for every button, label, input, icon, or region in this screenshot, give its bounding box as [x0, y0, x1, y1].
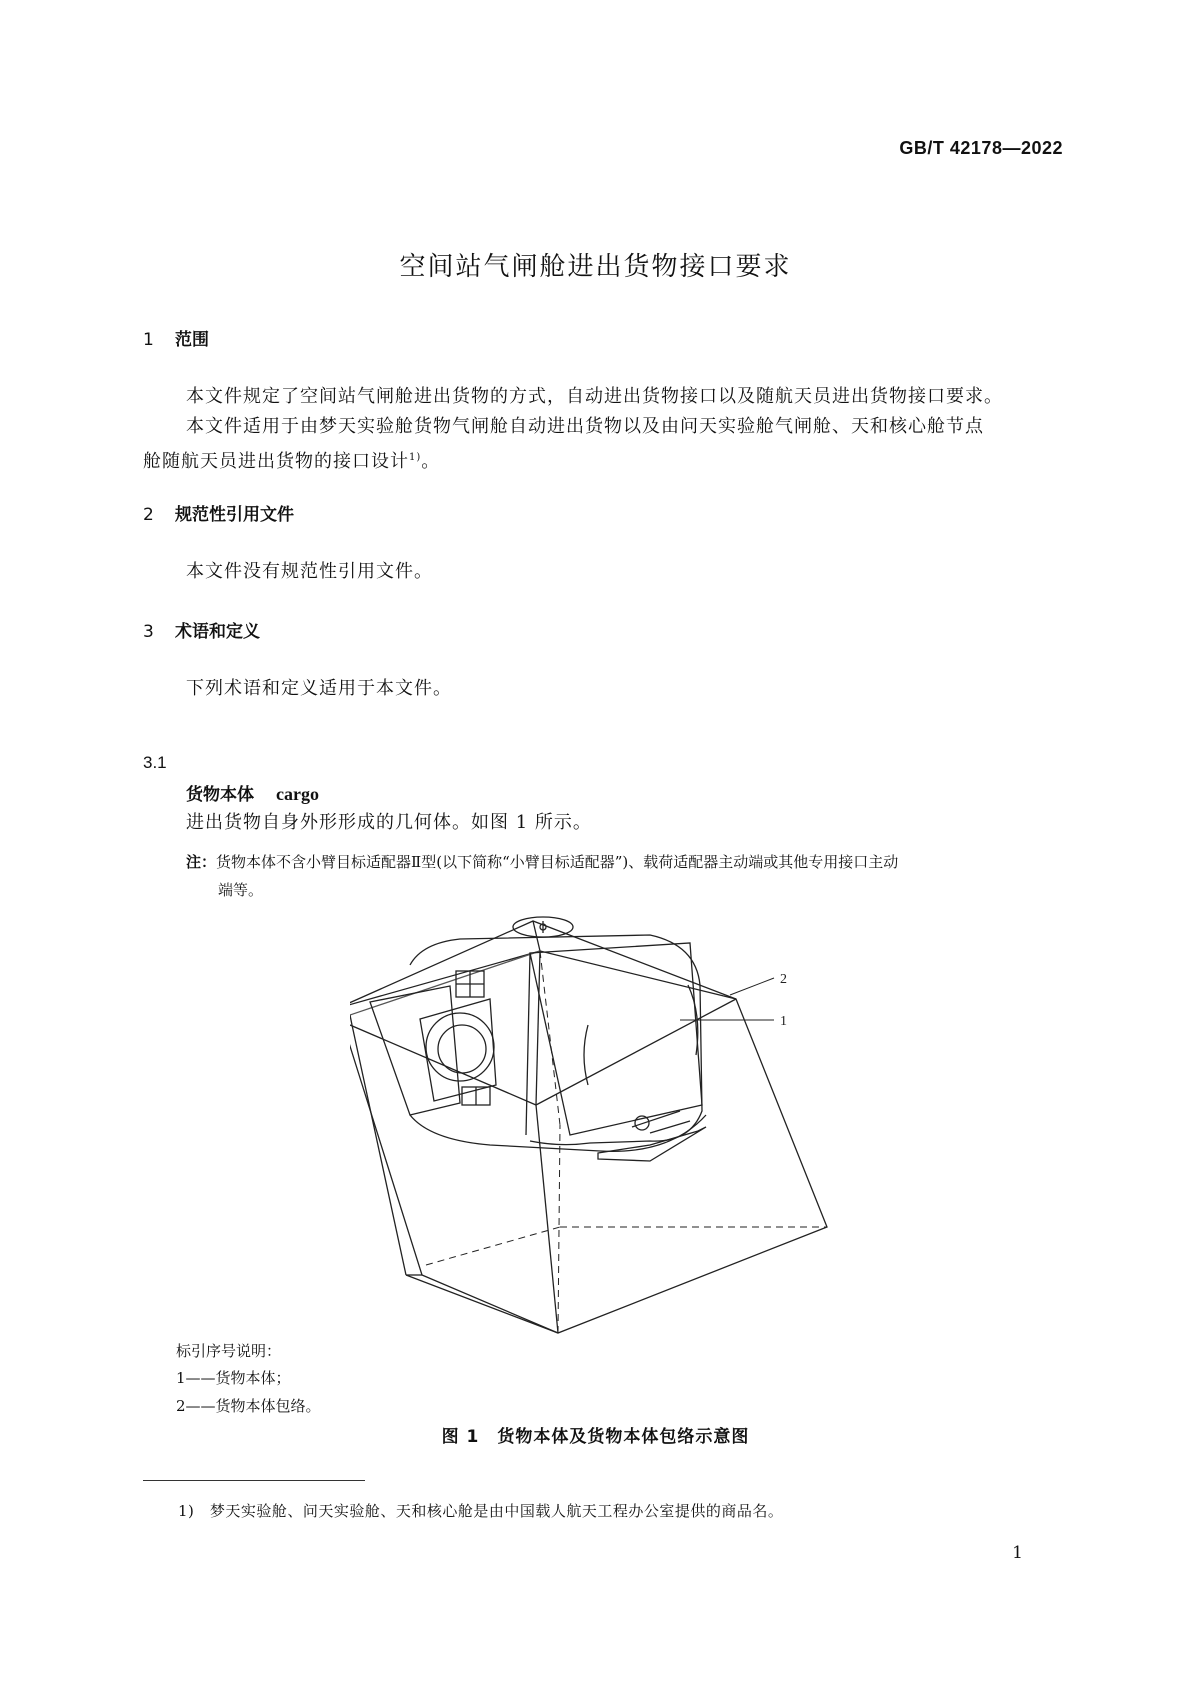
term-entry	[186, 780, 319, 805]
footnote-divider	[143, 1480, 365, 1481]
figure-caption: 图 1 货物本体及货物本体包络示意图	[441, 1427, 750, 1447]
cargo-envelope-outline	[350, 921, 827, 1333]
note-text-line-2: 端等。	[218, 881, 264, 899]
section-3-heading	[143, 617, 260, 642]
legend-item-1: 1——货物本体；	[176, 1369, 291, 1387]
section-number: 2	[143, 505, 154, 525]
section-1-heading	[143, 325, 209, 350]
scope-paragraph-2-line-2	[143, 440, 440, 480]
term-chinese: 货物本体	[186, 785, 254, 805]
term-definition: 进出货物自身外形形成的几何体。如图 1 所示。	[186, 812, 592, 833]
footnote-ref: 1)	[409, 452, 422, 463]
terms-intro: 下列术语和定义适用于本文件。	[186, 678, 452, 699]
section-2-heading	[143, 500, 294, 525]
term-note	[186, 848, 1066, 904]
section-title: 术语和定义	[175, 622, 260, 642]
legend-title: 标引序号说明：	[176, 1342, 282, 1360]
section-title: 范围	[175, 330, 209, 350]
legend-item-2: 2——货物本体包络。	[176, 1397, 321, 1415]
scope-paragraph-2-end: 。	[421, 451, 441, 472]
scope-paragraph-2-line-1: 本文件适用于由梦天实验舱货物气闸舱自动进出货物以及由问天实验舱气闸舱、天和核心舱节点	[186, 416, 984, 437]
term-number: 3.1	[143, 753, 167, 772]
footnote: 1) 梦天实验舱、问天实验舱、天和核心舱是由中国载人航天工程办公室提供的商品名。	[178, 1502, 784, 1520]
standard-number: GB/T 42178—2022	[899, 138, 1063, 158]
cargo-envelope-figure	[350, 915, 850, 1335]
scope-paragraph-1: 本文件规定了空间站气闸舱进出货物的方式，自动进出货物接口以及随航天员进出货物接口要求。	[186, 386, 1003, 407]
section-number: 3	[143, 622, 154, 642]
term-english: cargo	[276, 784, 319, 804]
section-number: 1	[143, 330, 154, 350]
normative-paragraph: 本文件没有规范性引用文件。	[186, 561, 433, 582]
callout-2-leader	[730, 978, 774, 995]
scope-paragraph-2-text: 舱随航天员进出货物的接口设计	[143, 451, 409, 472]
section-title: 规范性引用文件	[175, 505, 294, 525]
callout-1-label: 1	[780, 1014, 787, 1029]
callout-2-label: 2	[780, 972, 787, 987]
page-number: 1	[1012, 1543, 1023, 1563]
note-label: 注：	[186, 853, 217, 871]
note-text-line-1: 货物本体不含小臂目标适配器Ⅱ型(以下简称“小臂目标适配器”)、载荷适配器主动端或其他专用接口主动	[216, 853, 899, 871]
page-title: 空间站气闸舱进出货物接口要求	[399, 252, 792, 282]
